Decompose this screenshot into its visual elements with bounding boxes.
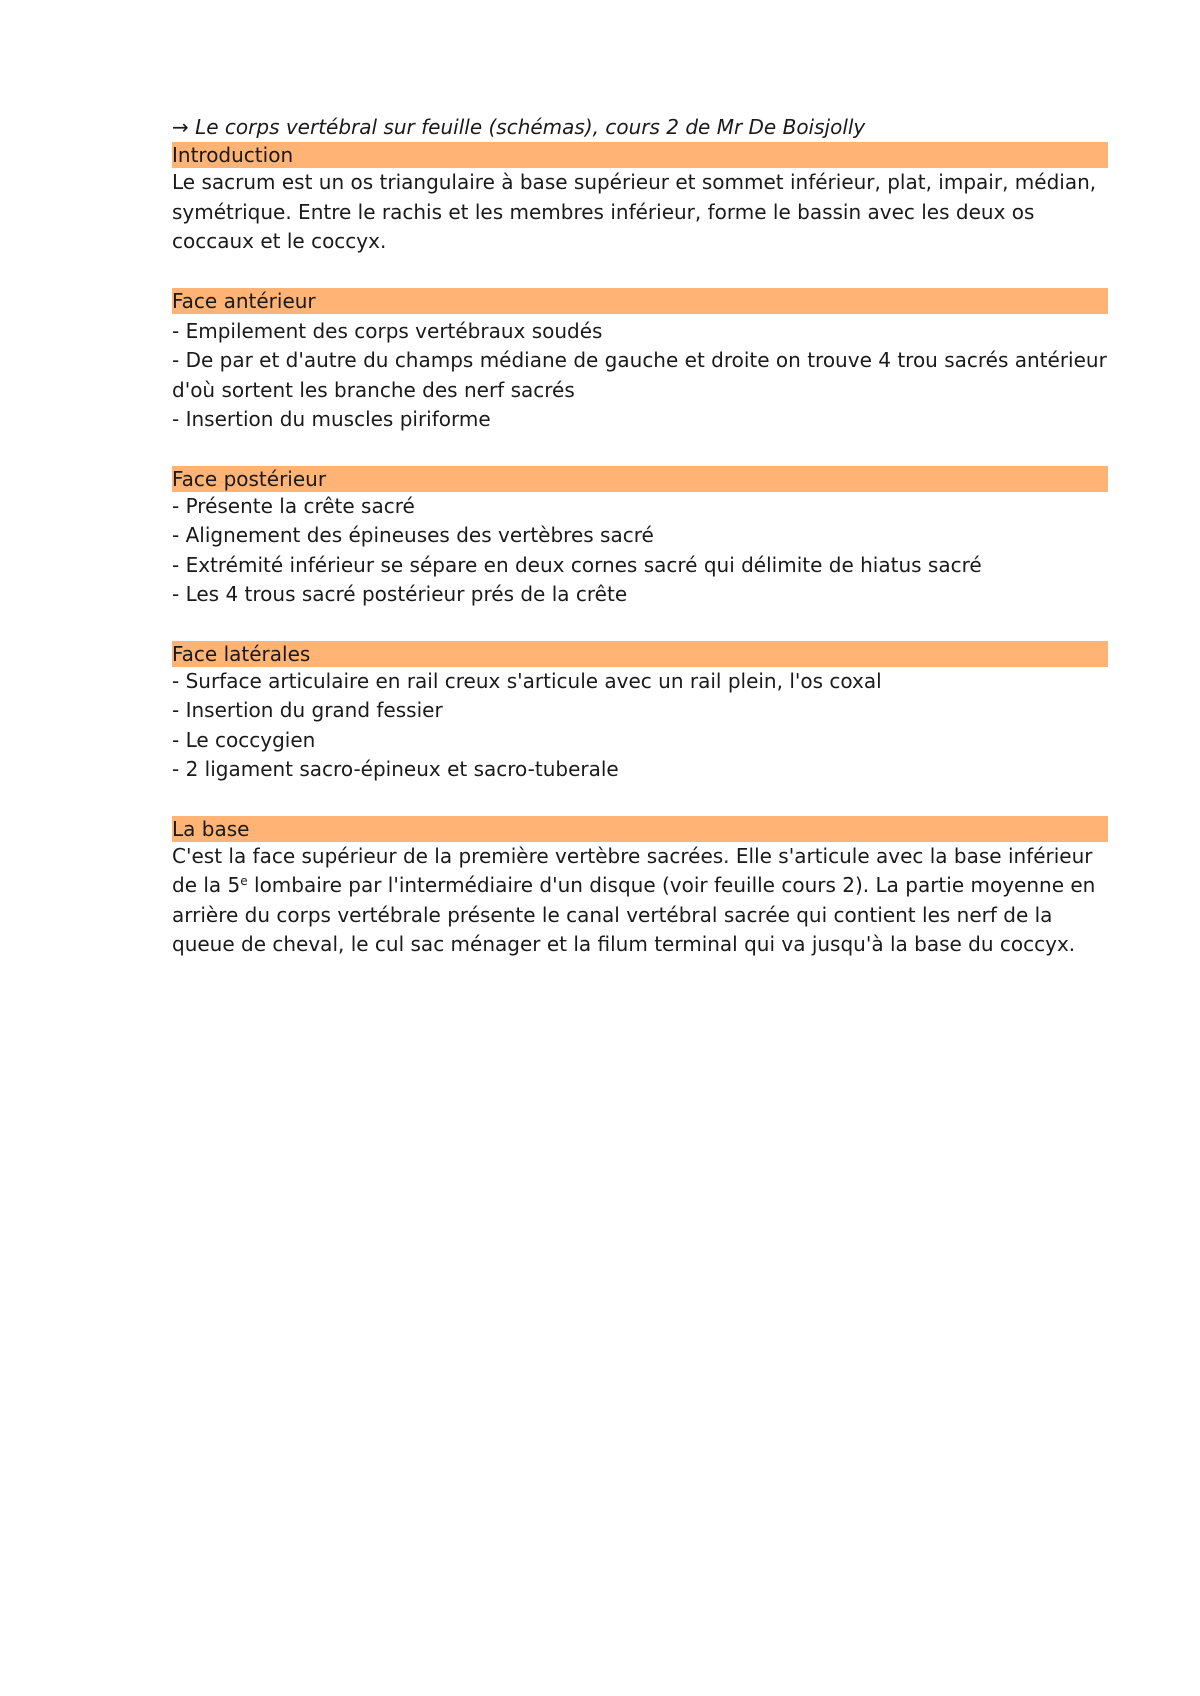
section-heading: Introduction [172, 142, 1108, 168]
section-paragraph [172, 842, 1108, 960]
list-item: - 2 ligament sacro-épineux et sacro-tuberale [172, 757, 619, 781]
section-face-laterales [172, 641, 1108, 785]
section-face-anterieur [172, 288, 1108, 435]
list-item: - Insertion du muscles piriforme [172, 407, 491, 431]
list-item: - Extrémité inférieur se sépare en deux cornes sacré qui délimite de hiatus sacré [172, 552, 982, 577]
section-body [172, 842, 1108, 960]
paragraph-text: lombaire par l'intermédiaire d'un disque (voir feuille cours 2). La partie moyenne en arrière du corps vertébrale présente le canal vertébral sacrée qui contient les nerf de la queue de cheval, le cul sac ménager et la filum terminal qui va jusqu'à la base du coccyx. [172, 873, 1096, 956]
spacer [172, 257, 1108, 288]
reference-line: → Le corps vertébral sur feuille (schémas), cours 2 de Mr De Boisjolly [172, 115, 866, 139]
list-item: - De par et d'autre du champs médiane de gauche et droite on trouve 4 trou sacrés antérieur d'où sortent les branche des nerf sacrés [172, 348, 1107, 402]
section-body [172, 168, 1108, 257]
spacer [172, 785, 1108, 816]
section-paragraph: Le sacrum est un os triangulaire à base supérieur et sommet inférieur, plat, impair, médian, symétrique. Entre le rachis et les membres inférieur, forme le bassin avec les deux os coccaux et le coccyx. [172, 170, 1097, 253]
list-item: - Insertion du grand fessier [172, 698, 443, 722]
section-body [172, 667, 1108, 785]
section-face-posterieur [172, 466, 1108, 610]
section-heading: Face postérieur [172, 466, 1108, 492]
section-heading: Face antérieur [172, 288, 1108, 314]
list-item: - Surface articulaire en rail creux s'articule avec un rail plein, l'os coxal [172, 668, 882, 693]
section-heading: La base [172, 816, 1108, 842]
section-introduction [172, 142, 1108, 257]
list-item: - Le coccygien [172, 727, 316, 752]
list-item: - Empilement des corps vertébraux soudés [172, 318, 603, 343]
section-body [172, 314, 1108, 435]
ordinal-superscript: e [240, 874, 248, 888]
section-body [172, 492, 1108, 610]
paragraph-text: C'est la face supérieur de la première vertèbre sacrées. Elle s'articule avec la base inférieur de la 5 [172, 843, 1093, 897]
spacer [172, 610, 1108, 641]
section-heading: Face latérales [172, 641, 1108, 667]
section-la-base [172, 816, 1108, 960]
list-item: - Présente la crête sacré [172, 493, 415, 518]
spacer [172, 435, 1108, 466]
list-item: - Alignement des épineuses des vertèbres sacré [172, 523, 654, 547]
list-item: - Les 4 trous sacré postérieur prés de la crête [172, 582, 628, 606]
document-page [172, 112, 1108, 960]
